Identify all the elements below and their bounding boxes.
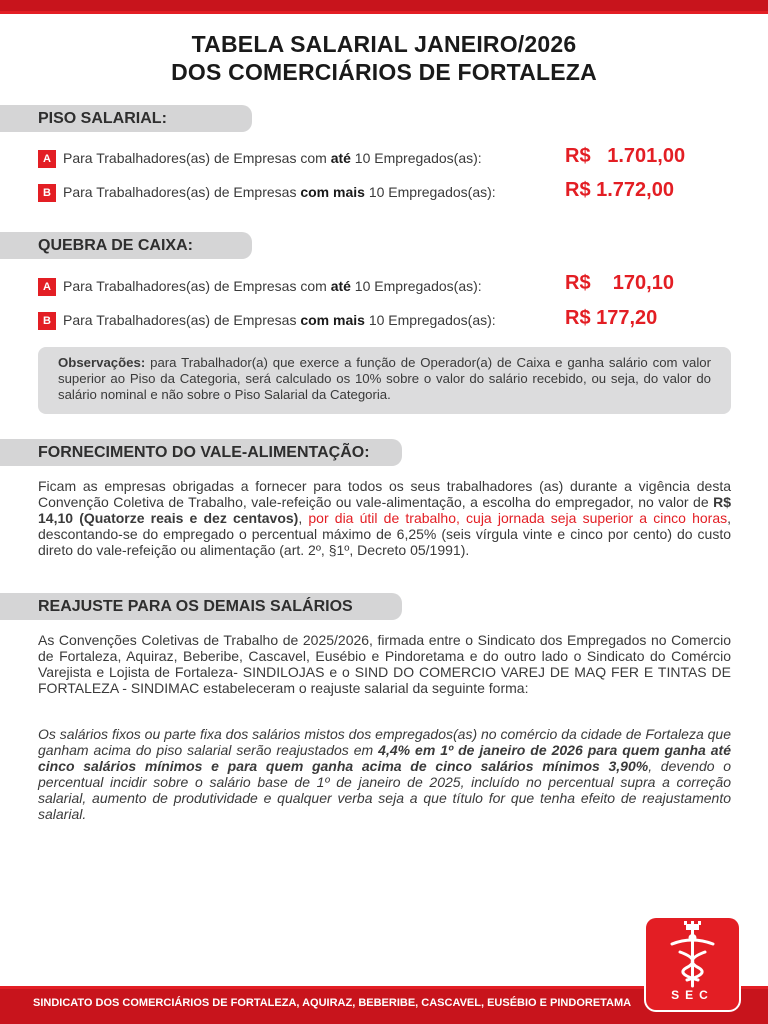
row-text-bold: com mais [300, 312, 365, 328]
section-heading-piso: PISO SALARIAL: [0, 105, 252, 132]
observations-text: para Trabalhador(a) que exerce a função de Operador(a) de Caixa e ganha salário com valor superior ao Piso da Categoria, será calculado os 10% sobre o valor do salário recebido, ou seja, do valor do salário nominal e não sobre o Piso Salarial da Categoria. [58, 355, 711, 402]
sec-logo [646, 918, 739, 1010]
row-text: 10 Empregados(as): [364, 312, 496, 328]
vale-paragraph [38, 478, 731, 558]
section-heading-vale: FORNECIMENTO DO VALE-ALIMENTAÇÃO: [0, 439, 402, 466]
row-text: Para Trabalhadores(as) de Empresas com [63, 150, 331, 166]
badge-a: A [38, 150, 56, 168]
footer-text: SINDICATO DOS COMERCIÁRIOS DE FORTALEZA, AQUIRAZ, BEBERIBE, CASCAVEL, EUSÉBIO E PINDORETAMA [33, 997, 632, 1009]
logo-text: SEC [671, 988, 714, 1002]
observations-label: Observações: [58, 355, 146, 370]
row-text: Para Trabalhadores(as) de Empresas com [63, 278, 331, 294]
piso-amount-a: R$ 1.701,00 [565, 145, 686, 167]
quebra-row-a [38, 275, 482, 297]
reajuste-bold: 4,4% em 1º de janeiro de 2026 para quem ganha até cinco salários mínimos e para quem ganha acima de cinco salários mínimos 3,90% [38, 742, 731, 774]
section-heading-quebra: QUEBRA DE CAIXA: [0, 232, 252, 259]
quebra-amount-b: R$ 177,20 [565, 307, 658, 329]
row-text: 10 Empregados(as): [350, 278, 482, 294]
page-title [0, 30, 768, 86]
row-text-bold: até [330, 150, 351, 166]
piso-amount-b: R$ 1.772,00 [565, 179, 674, 201]
row-text: 10 Empregados(as): [350, 150, 482, 166]
badge-b: B [38, 184, 56, 202]
badge-a: A [38, 278, 56, 296]
row-text: 10 Empregados(as): [364, 184, 496, 200]
badge-b: B [38, 312, 56, 330]
row-text-bold: com mais [300, 184, 365, 200]
reajuste-paragraph-2 [38, 726, 731, 822]
reajuste-text: , devendo o percentual incidir sobre o salário base de 1º de janeiro de 2025, incluído no percentual supra a correção salarial, aumento de produtividade e qualquer verba seja a que título for que tenha efeito de reajustamento salarial. [38, 758, 731, 822]
page-title-line-2: DOS COMERCIÁRIOS DE FORTALEZA [171, 59, 597, 85]
row-text: Para Trabalhadores(as) de Empresas [63, 184, 301, 200]
quebra-amount-a: R$ 170,10 [565, 272, 674, 294]
page-title-line-1: TABELA SALARIAL JANEIRO/2026 [191, 31, 577, 57]
piso-row-b [38, 181, 496, 203]
caduceus-icon [646, 918, 739, 988]
quebra-row-b [38, 309, 496, 331]
reajuste-paragraph-1: As Convenções Coletivas de Trabalho de 2025/2026, firmada entre o Sindicato dos Empregados no Comercio de Fortaleza, Aquiraz, Beberibe, Cascavel, Eusébio e Pindoretama e do outro lado o Sindicato do Comércio Varejista e Lojista de Fortaleza- SINDILOJAS e o SIND DO COMERCIO VAREJ DE MAQ FER E TINTAS DE FORTALEZA - SINDIMAC estabeleceram o reajuste salarial da seguinte forma: [38, 632, 731, 696]
piso-row-a [38, 147, 482, 169]
top-red-bar [0, 0, 768, 14]
vale-highlight: por dia útil de trabalho, cuja jornada seja superior a cinco horas [308, 510, 728, 526]
row-text-bold: até [330, 278, 351, 294]
vale-text: , descontando-se do empregado o percentual máximo de 6,25% (seis vírgula vinte e cinco por cento) do custo direto do vale-refeição ou alimentação (art. 2º, §1º, Decreto 05/1991). [38, 510, 732, 558]
vale-text: , [298, 510, 309, 526]
vale-amount-bold: R$ 14,10 (Quatorze reais e dez centavos) [38, 494, 731, 526]
observations-box [38, 347, 731, 414]
reajuste-text: Os salários fixos ou parte fixa dos salários mistos dos empregados(as) no comércio da cidade de Fortaleza que ganham acima do piso salarial serão reajustados em [38, 726, 731, 758]
section-heading-reajuste: REAJUSTE PARA OS DEMAIS SALÁRIOS [0, 593, 402, 620]
row-text: Para Trabalhadores(as) de Empresas [63, 312, 301, 328]
vale-text: Ficam as empresas obrigadas a fornecer para todos os seus trabalhadores (as) durante a vigência desta Convenção Coletiva de Trabalho, vale-refeição ou vale-alimentação, a escolha do empregador, no valor de [38, 478, 731, 510]
